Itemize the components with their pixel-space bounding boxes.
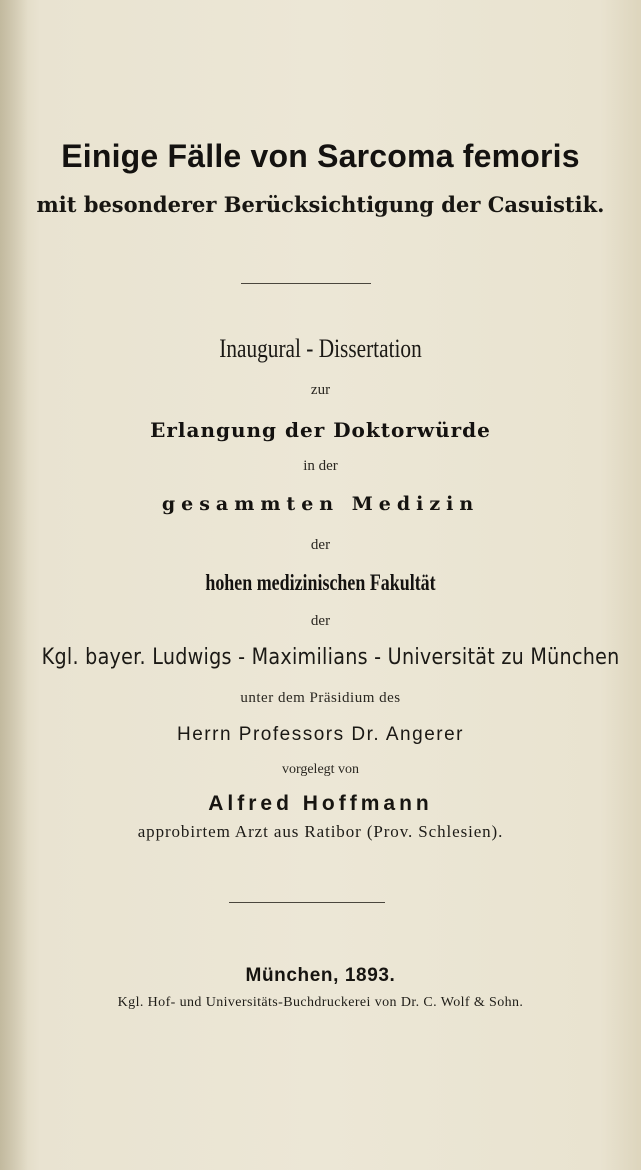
dissertation-subtitle: mit besonderer Berücksichtigung der Casuistik. (36, 192, 605, 217)
document-type: Inaugural - Dissertation (219, 334, 422, 363)
professor-name: Herrn Professors Dr. Angerer (177, 724, 464, 745)
author-description: approbirtem Arzt aus Ratibor (Prov. Schlesien). (137, 822, 504, 841)
der-text-2: der (310, 613, 331, 629)
dissertation-title: Einige Fälle von Sarcoma femoris (61, 138, 580, 174)
author-name: Alfred Hoffmann (208, 792, 433, 815)
presented-by-text: vorgelegt von (281, 762, 360, 777)
zur-text: zur (310, 382, 331, 398)
purpose-text: Erlangung der Doktorwürde (150, 418, 491, 442)
field-text: gesammten Medizin (161, 493, 480, 515)
university-name: Kgl. bayer. Ludwigs - Maximilians - Universität zu München (41, 645, 620, 670)
printer-imprint: Kgl. Hof- und Universitäts-Buchdruckerei von Dr. C. Wolf & Sohn. (117, 995, 524, 1010)
in-der-text: in der (303, 458, 338, 474)
presidency-text: unter dem Präsidium des (240, 690, 401, 706)
faculty-text: hohen medizinischen Fakultät (205, 570, 436, 595)
divider-rule-top (241, 283, 371, 284)
divider-rule-bottom (229, 902, 385, 903)
place-year: München, 1893. (245, 965, 396, 986)
der-text-1: der (310, 537, 331, 553)
